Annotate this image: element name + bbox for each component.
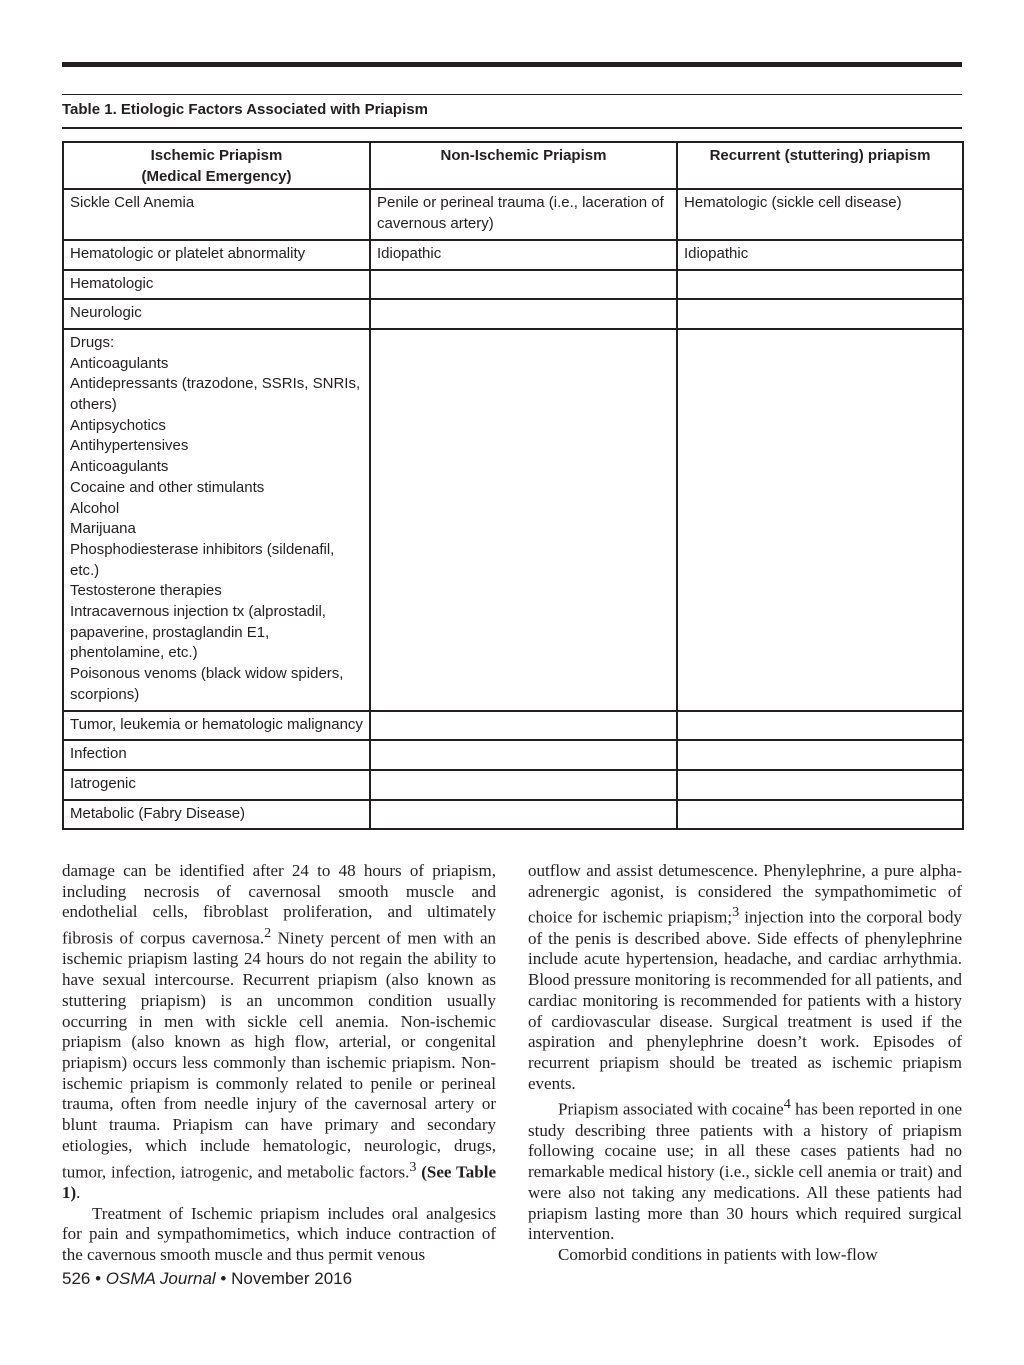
cell-recurrent [677, 711, 963, 741]
cell-recurrent [677, 740, 963, 770]
cell-ischemic: Tumor, leukemia or hematologic malignancy [63, 711, 370, 741]
etiology-table [62, 141, 964, 830]
cell-non-ischemic: Penile or perineal trauma (i.e., laceration of cavernous artery) [370, 189, 677, 239]
cell-ischemic: Hematologic or platelet abnormality [63, 240, 370, 270]
header-ischemic: Ischemic Priapism (Medical Emergency) [63, 142, 370, 189]
cell-ischemic: Iatrogenic [63, 770, 370, 800]
cell-recurrent [677, 270, 963, 300]
header-recurrent: Recurrent (stuttering) priapism [677, 142, 963, 189]
page-footer: 526 • OSMA Journal • November 2016 [62, 1269, 353, 1288]
cell-non-ischemic [370, 270, 677, 300]
table-row [63, 270, 963, 300]
body-paragraph: Comorbid conditions in patients with low-flow [558, 1244, 878, 1264]
journal-name: OSMA Journal [105, 1269, 216, 1288]
cell-recurrent [677, 299, 963, 329]
table-header-row [63, 142, 963, 189]
body-paragraph: damage can be identified after 24 to 48 hours of priapism, including necrosis of cavernosal smooth muscle and endothelial cells, fibroblast proliferation, and ultimately fibrosis of corpus cavernosa.$^2$ Ninety percent of men with an ischemic priapism lasting 24 hours do not regain the ability to have sexual intercourse. Recurrent priapism (also known as stuttering priapism) is an uncommon condition usually occurring in men with sickle cell anemia. Non-ischemic priapism (also known as high flow, arterial, or congenital priapism) occurs less commonly than ischemic priapism. Non-ischemic priapism is commonly related to penile or perineal trauma, often from needle injury of the cavernosal artery or blunt trauma. Priapism can have primary and secondary etiologies, which include hematologic, neurologic, drugs, tumor, infection, iatrogenic, and metabolic factors.$^3$ (See Table 1). [62, 861, 496, 1202]
table-caption: Table 1. Etiologic Factors Associated with Priapism [62, 101, 428, 118]
page-number: 526 [62, 1269, 91, 1288]
citation: 3 [732, 904, 740, 921]
cell-drugs-list [63, 329, 370, 711]
drug-item: Anticoagulants [70, 458, 169, 476]
cell-ischemic: Infection [63, 740, 370, 770]
cell-recurrent [677, 800, 963, 830]
top-rule [62, 62, 962, 67]
cell-non-ischemic [370, 740, 677, 770]
body-paragraph: outflow and assist detumescence. Phenylephrine, a pure alpha-adrenergic agonist, is considered the sympathomimetic of choice for ischemic priapism;$^3$ injection into the corporal body of the penis is described above. Side effects of phenylephrine include acute hypertension, headache, and cardiac arrhythmia. Blood pressure monitoring is recommended for all patients, and cardiac monitoring is recommended for patients with a history of cardiovascular disease. Surgical treatment is used if the aspiration and phenylephrine doesn’t work. Episodes of recurrent priapism should be treated as ischemic priapism events. [528, 861, 962, 1093]
citation: 4 [783, 1096, 791, 1113]
cell-non-ischemic [370, 711, 677, 741]
cell-non-ischemic [370, 299, 677, 329]
cell-recurrent [677, 329, 963, 711]
drug-item: Alcohol [70, 499, 120, 517]
table-row [63, 299, 963, 329]
citation: 3 [409, 1158, 417, 1175]
table-row [63, 800, 963, 830]
cell-recurrent [677, 770, 963, 800]
body-column-left [62, 861, 496, 1266]
table-row [63, 711, 963, 741]
cell-recurrent: Hematologic (sickle cell disease) [677, 189, 963, 239]
body-column-right [528, 861, 962, 1266]
cell-ischemic: Neurologic [63, 299, 370, 329]
table-row [63, 240, 963, 270]
drug-item: Testosterone therapies [70, 582, 222, 600]
drug-item: Antihypertensives [70, 437, 189, 455]
table-row-drugs [63, 329, 963, 711]
body-paragraph: Priapism associated with cocaine$^4$ has been reported in one study describing three patients with a history of priapism following cocaine use; in all these cases patients had no remarkable medical history (i.e., sickle cell anemia or trait) and were also not taking any medications. All these patients had priapism lasting more than 30 hours which required surgical intervention. [528, 1096, 962, 1244]
drug-item: Antidepressants (trazodone, SSRIs, SNRIs, others) [70, 375, 361, 414]
drug-item: Intracavernous injection tx (alprostadil, papaverine, prostaglandin E1, phentolamine, etc.) [70, 603, 326, 662]
table-row [63, 770, 963, 800]
cell-ischemic: Metabolic (Fabry Disease) [63, 800, 370, 830]
header-non-ischemic: Non-Ischemic Priapism [370, 142, 677, 189]
cell-ischemic: Sickle Cell Anemia [63, 189, 370, 239]
drug-item: Poisonous venoms (black widow spiders, scorpions) [70, 665, 344, 703]
drug-item: Anticoagulants [70, 354, 169, 372]
drug-item: Marijuana [70, 520, 136, 538]
citation: 2 [264, 925, 272, 942]
cell-non-ischemic: Idiopathic [370, 240, 677, 270]
drug-item: Antipsychotics [70, 416, 166, 434]
issue-date: November 2016 [231, 1269, 353, 1288]
caption-rule-bottom [62, 127, 962, 129]
body-paragraph: Treatment of Ischemic priapism includes oral analgesics for pain and sympathomimetics, which induce contraction of the cavernous smooth muscle and thus permit venous [62, 1203, 496, 1264]
drug-item: Drugs: [70, 333, 115, 351]
drug-item: Cocaine and other stimulants [70, 478, 265, 496]
table-reference: (See Table 1) [62, 1162, 496, 1202]
cell-non-ischemic [370, 770, 677, 800]
cell-non-ischemic [370, 329, 677, 711]
caption-rule-top [62, 94, 962, 95]
cell-ischemic: Hematologic [63, 270, 370, 300]
table-row [63, 189, 963, 239]
cell-non-ischemic [370, 800, 677, 830]
drug-item: Phosphodiesterase inhibitors (sildenafil, etc.) [70, 540, 335, 579]
cell-recurrent: Idiopathic [677, 240, 963, 270]
table-row [63, 740, 963, 770]
